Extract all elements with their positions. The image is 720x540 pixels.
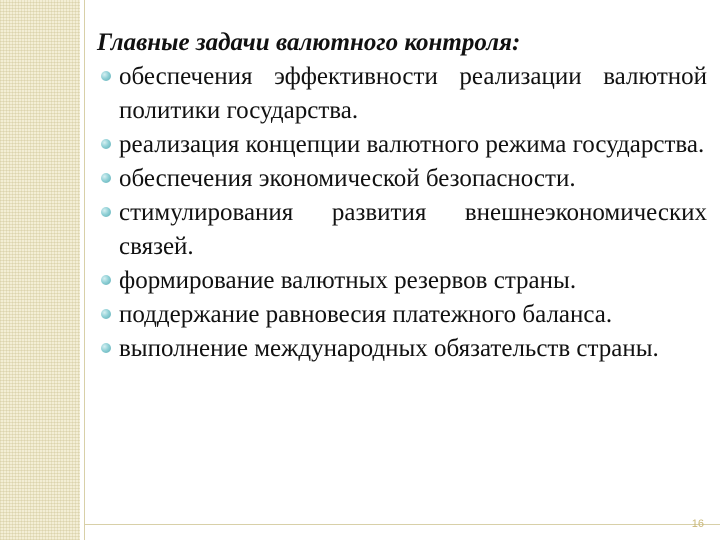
bullet-icon [101,207,111,217]
decorative-side-panel [0,0,80,540]
bullet-icon [101,139,111,149]
page-number: 16 [691,518,704,530]
list-item-text: реализация концепции валютного режима государства. [119,131,705,158]
bullet-icon [101,343,111,353]
bullet-icon [101,275,111,285]
slide-content [97,26,707,366]
frame-horizontal-line [84,524,720,525]
list-item [97,196,707,264]
list-item-text: поддержание равновесия платежного баланса. [119,301,613,328]
bullet-icon [101,173,111,183]
list-item-text: обеспечения экономической безопасности. [119,165,576,192]
list-item [97,162,707,196]
list-item-text: выполнение международных обязательств страны. [119,335,659,362]
slide-title: Главные задачи валютного контроля: [97,29,521,56]
list-item [97,332,707,366]
list-item [97,60,707,128]
frame-vertical-line [84,0,85,540]
bullet-icon [101,71,111,81]
list-item [97,264,707,298]
list-item [97,128,707,162]
list-item-text: обеспечения эффективности реализации валютной политики государства. [119,63,707,124]
list-item [97,298,707,332]
bullet-list [97,60,707,366]
list-item-text: стимулирования развития внешнеэкономических связей. [119,199,707,260]
bullet-icon [101,309,111,319]
list-item-text: формирование валютных резервов страны. [119,267,577,294]
